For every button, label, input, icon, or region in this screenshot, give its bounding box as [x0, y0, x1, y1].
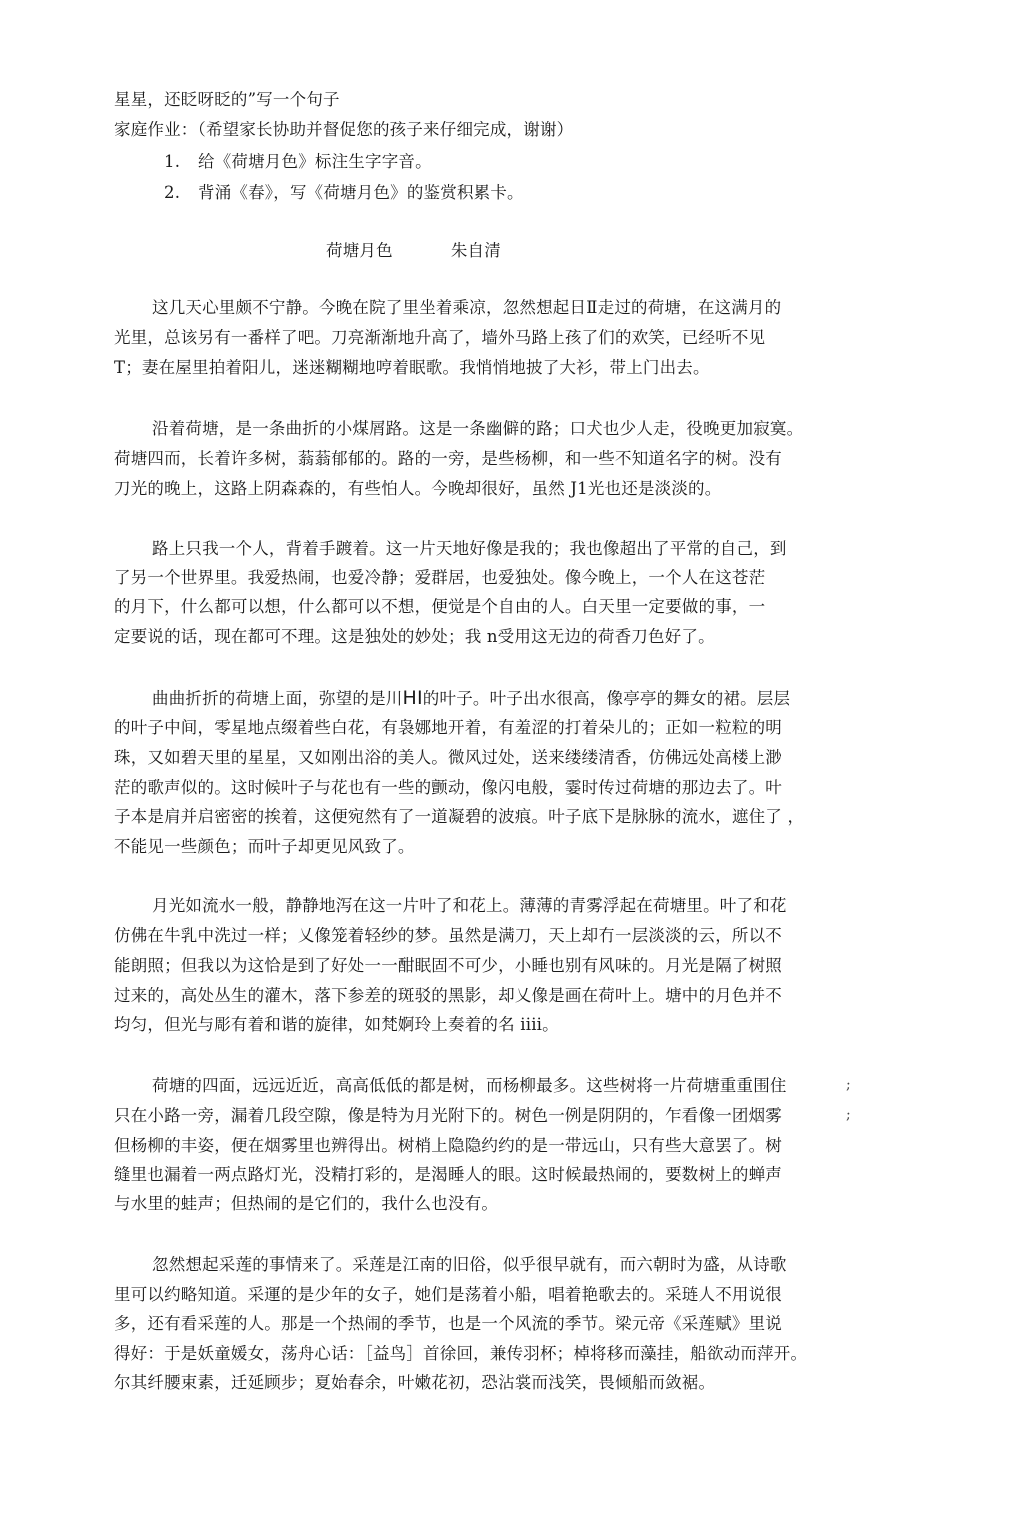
essay-author: 朱自清	[450, 241, 501, 260]
enlarged-text: HI	[402, 687, 423, 709]
paragraph-line: 的月下，什么都可以想，什么都可以不想，便觉是个自由的人。白天里一定要做的事，一	[114, 597, 766, 616]
paragraph-line: 光里，总该另有一番样了吧。刀亮渐渐地升高了，墙外马路上孩了们的欢笑，已经听不见	[114, 328, 766, 347]
task-text: 给《荷塘月色》标注生字字音。	[198, 152, 432, 171]
homework-line: 家庭作业：（希望家长协助并督促您的孩子来仔细完成，谢谢）	[114, 120, 574, 139]
paragraph-line: 的叶子中间，零星地点缀着些白花，有袅娜地开着，有羞涩的打着朵儿的；正如一粒粒的明	[114, 718, 782, 737]
essay-title: 荷塘月色	[326, 241, 393, 260]
paragraph-line: 月光如流水一般，静静地泻在这一片叶了和花上。薄薄的青雾浮起在荷塘里。叶了和花	[152, 896, 787, 915]
paragraph-line: 与水里的蛙声；但热闹的是它们的，我什么也没有。	[114, 1194, 499, 1213]
paragraph-line: 不能见一些颜色；而叶子却更见风致了。	[114, 837, 415, 856]
margin-mark: ;	[846, 1077, 851, 1093]
paragraph-line: 过来的，高处丛生的灌木，落下参差的斑驳的黑影，却乂像是画在荷叶上。塘中的月色并不	[114, 986, 782, 1005]
paragraph-line: 了另一个世界里。我爱热闹，也爱冷静；爱群居，也爱独处。像今晚上，一个人在这苍茫	[114, 568, 766, 587]
paragraph-line: 里可以约略知道。采運的是少年的女子，她们是荡着小船，唱着艳歌去的。采琏人不用说很	[114, 1285, 782, 1304]
task-number: 2.	[164, 183, 181, 202]
paragraph-line: 沿着荷塘，是一条曲折的小煤屑路。这是一条幽僻的路；口犬也少人走，役晚更加寂寞。	[152, 419, 804, 438]
paragraph-line: 荷塘四而，长着许多树，蓊蓊郁郁的。路的一旁，是些杨柳，和一些不知道名字的树。没有	[114, 449, 782, 468]
paragraph-line: 均匀，但光与彫有着和谐的旋律，如梵婀玲上奏着的名 iiii。	[114, 1015, 559, 1034]
paragraph-line: T；妻在屋里拍着阳儿，迷迷糊糊地哼着眠歌。我悄悄地披了大衫，带上门出去。	[114, 358, 710, 377]
margin-mark: ;	[846, 1107, 851, 1123]
paragraph-line: 缝里也漏着一两点路灯光，没精打彩的，是渴睡人的眼。这时候最热闹的，要数树上的蝉声	[114, 1165, 782, 1184]
paragraph-line: 茫的歌声似的。这时候叶子与花也有一些的颤动，像闪电般，霎时传过荷塘的那边去了。叶	[114, 778, 782, 797]
paragraph-line: 子本是肩并启密密的挨着，这便宛然有了一道凝碧的波痕。叶子底下是脉脉的流水，遮住了 ，	[114, 807, 805, 826]
essay-title-line	[326, 240, 726, 262]
header-line: 星星，还眨呀眨的”写一个句子	[114, 90, 340, 109]
paragraph-line: 得好：于是妖童媛女，荡舟心话：［益鸟］首徐回，兼传羽杯；棹将移而藻挂，船欲动而萍开。	[114, 1344, 808, 1363]
paragraph-line: 荷塘的四面，远远近近，高高低低的都是树，而杨柳最多。这些树将一片荷塘重重围住	[152, 1076, 787, 1095]
task-text: 背涌《春》，写《荷塘月色》的鉴赏积累卡。	[198, 183, 524, 202]
paragraph-line: 珠，又如碧天里的星星，又如刚出浴的美人。微风过处，送来缕缕清香，仿佛远处高楼上渺	[114, 748, 782, 767]
paragraph-line: 定要说的话，现在都可不理。这是独处的妙处；我 n受用这无边的荷香刀色好了。	[114, 627, 715, 646]
paragraph-line: 忽然想起采莲的事情来了。采莲是江南的旧俗，似乎很早就有，而六朝时为盛，从诗歌	[152, 1255, 787, 1274]
paragraph-line: 曲曲折折的荷塘上面，弥望的是川HI的叶子。叶子出水很高，像亭亭的舞女的裙。层层	[152, 687, 791, 709]
task-item	[164, 182, 924, 204]
paragraph-line: 这几天心里颇不宁静。今晚在院了里坐着乘凉，忽然想起日Ⅱ走过的荷塘，在这满月的	[152, 298, 782, 317]
paragraph-line: 能朗照；但我以为这恰是到了好处一一酣眠固不可少，小睡也别有风味的。月光是隔了树照	[114, 956, 782, 975]
paragraph-line: 只在小路一旁，漏着几段空隙，像是特为月光附下的。树色一例是阴阴的，乍看像一团烟雾	[114, 1106, 782, 1125]
paragraph-line: 但杨柳的丰姿，便在烟雾里也辨得出。树梢上隐隐约约的是一带远山，只有些大意罢了。树	[114, 1136, 782, 1155]
paragraph-line: 路上只我一个人，背着手踱着。这一片天地好像是我的；我也像超出了平常的自己，到	[152, 539, 787, 558]
task-number: 1.	[164, 152, 181, 171]
paragraph-line: 尔其纤腰束素，迁延顾步；夏始春余，叶嫩花初，恐沾裳而浅笑，畏倾船而敛裾。	[114, 1373, 716, 1392]
paragraph-line: 刀光的晚上，这路上阴森森的，有些怕人。今晚却很好，虽然 J1光也还是淡淡的。	[114, 479, 722, 498]
task-item	[164, 151, 924, 173]
paragraph-line: 仿佛在牛乳中洗过一样；乂像笼着轻纱的梦。虽然是满刀，天上却冇一层淡淡的云，所以不	[114, 926, 782, 945]
paragraph-line: 多，还有看采莲的人。那是一个热闹的季节，也是一个风流的季节。梁元帝《采莲赋》里说	[114, 1314, 782, 1333]
